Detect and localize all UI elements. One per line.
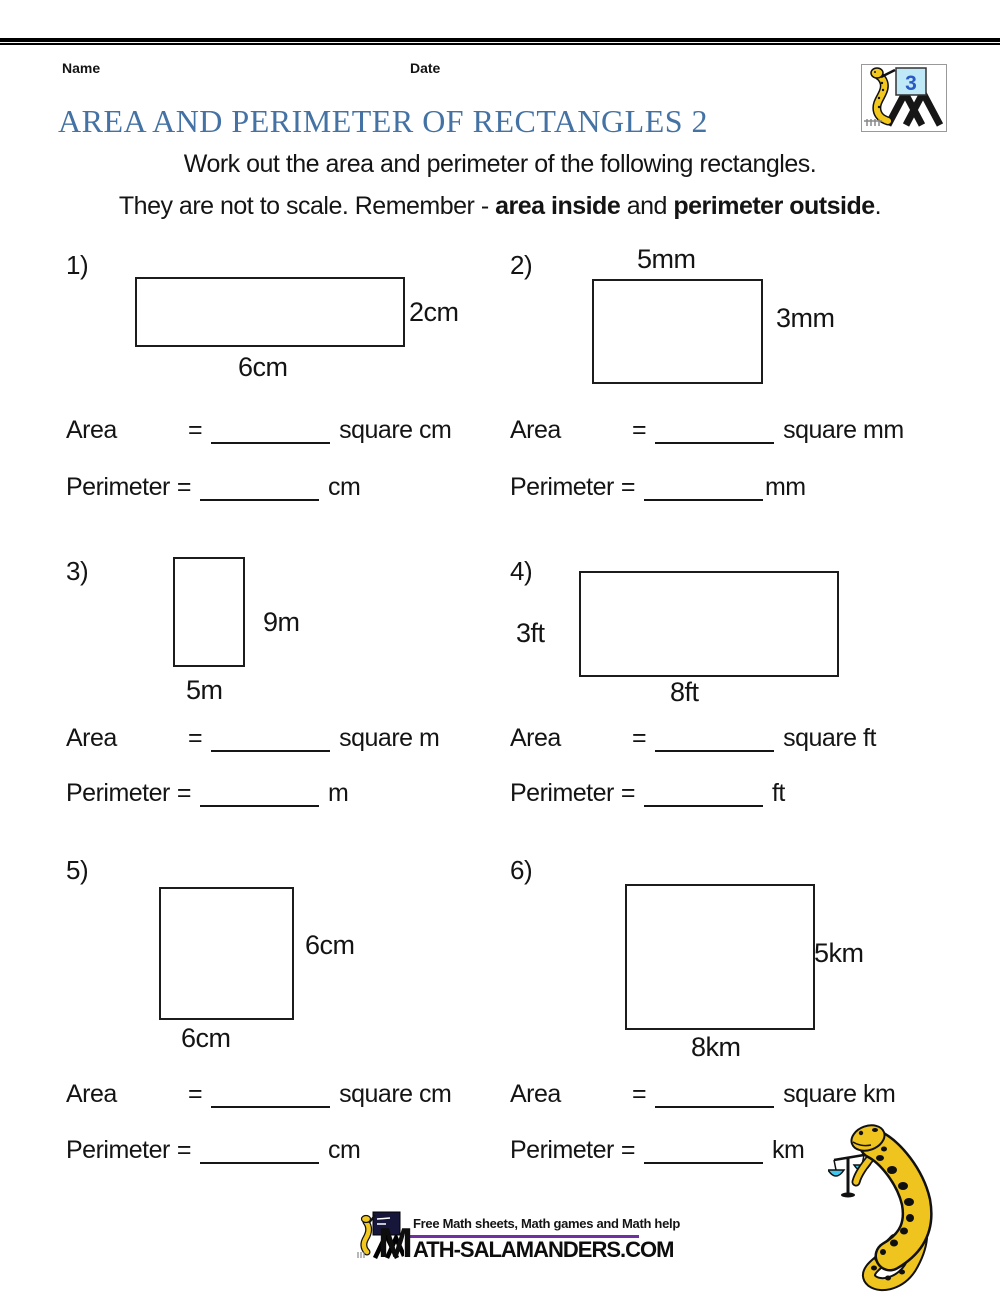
instruction-text: .: [874, 192, 882, 220]
problem-1-width-label: 6cm: [238, 352, 288, 382]
problem-2-area-line: [510, 415, 904, 445]
equals-sign: =: [176, 473, 191, 501]
problem-1-rectangle: [135, 277, 405, 347]
problem-2-width-label: 5mm: [637, 244, 696, 274]
problem-5-height-label: 6cm: [305, 930, 355, 960]
problem-4-area-unit: square ft: [783, 724, 876, 752]
equals-sign: =: [632, 1080, 647, 1108]
problem-6-rectangle: [625, 884, 815, 1030]
problem-2-perimeter-blank: [644, 499, 763, 501]
problem-3-width-label: 5m: [186, 675, 223, 705]
bench-hatch: [864, 119, 882, 126]
problem-2-rectangle: [592, 279, 763, 384]
perimeter-label: Perimeter: [66, 779, 170, 807]
problem-5-perimeter-line: [66, 1135, 360, 1165]
problem-6-perimeter-blank: [644, 1162, 763, 1164]
equals-sign: =: [620, 473, 635, 501]
problem-4-number: 4): [510, 556, 533, 586]
instruction-text: They are not to scale. Remember -: [118, 192, 496, 220]
problem-3-perimeter-unit: m: [327, 779, 349, 807]
instruction-text: and: [620, 192, 674, 220]
problem-3-perimeter-line: [66, 778, 348, 808]
perimeter-label: Perimeter: [510, 473, 614, 501]
grade-3-logo-graphic: [862, 65, 946, 131]
problem-4-area-blank: [655, 750, 774, 752]
footer-site-wordmark: [378, 1219, 674, 1266]
problem-3-number: 3): [66, 556, 89, 586]
problem-6-height-label: 5km: [814, 938, 864, 968]
svg-text:3: 3: [905, 72, 917, 95]
instruction-line-1: Work out the area and perimeter of the following rectangles.: [183, 150, 817, 178]
problem-4-perimeter-line: [510, 778, 785, 808]
problem-2-area-unit: square mm: [783, 416, 904, 444]
problem-6-width-label: 8km: [691, 1032, 741, 1062]
problem-4-height-label: 3ft: [516, 618, 545, 648]
problem-2-area-blank: [655, 442, 774, 444]
perimeter-label: Perimeter: [510, 779, 614, 807]
salamander-body: [848, 1121, 921, 1284]
problem-1-number: 1): [66, 250, 89, 280]
equals-sign: =: [620, 779, 635, 807]
problem-2-perimeter-line: [510, 472, 806, 502]
equals-sign: =: [188, 416, 203, 444]
name-label: Name: [62, 60, 101, 76]
problem-5-area-line: [66, 1079, 451, 1109]
problem-4-perimeter-blank: [644, 805, 763, 807]
problem-3-area-line: [66, 723, 439, 753]
problem-6-area-unit: square km: [783, 1080, 896, 1108]
equals-sign: =: [632, 416, 647, 444]
area-label: Area: [66, 724, 117, 752]
equals-sign: =: [620, 1136, 635, 1164]
problem-1-perimeter-blank: [200, 499, 319, 501]
problem-5-width-label: 6cm: [181, 1023, 231, 1053]
problem-1-perimeter-line: [66, 472, 360, 502]
salamander-with-scales-illustration: [828, 1118, 958, 1292]
instruction-bold-perimeter-outside: perimeter outside: [673, 192, 875, 220]
equals-sign: =: [632, 724, 647, 752]
problem-5-perimeter-blank: [200, 1162, 319, 1164]
equals-sign: =: [188, 1080, 203, 1108]
instruction-line-2: [0, 192, 1000, 221]
problem-5-rectangle: [159, 887, 294, 1020]
problem-1-area-unit: square cm: [339, 416, 452, 444]
problem-3-height-label: 9m: [263, 607, 300, 637]
problem-3-area-blank: [211, 750, 330, 752]
problem-3-rectangle: [173, 557, 245, 667]
top-divider-rule: [0, 38, 1000, 45]
footer-tagline: Free Math sheets, Math games and Math help: [413, 1216, 680, 1231]
area-label: Area: [66, 1080, 117, 1108]
area-label: Area: [66, 416, 117, 444]
problem-1-perimeter-unit: cm: [327, 473, 361, 501]
problem-2-height-label: 3mm: [776, 303, 835, 333]
problem-1-height-label: 2cm: [409, 297, 459, 327]
problem-5-area-blank: [211, 1106, 330, 1108]
date-label: Date: [410, 60, 441, 76]
m-trestle-icon: [888, 93, 940, 125]
equals-sign: =: [176, 1136, 191, 1164]
problem-4-width-label: 8ft: [670, 677, 699, 707]
area-label: Area: [510, 416, 561, 444]
problem-4-rectangle: [579, 571, 839, 677]
perimeter-label: Perimeter: [66, 473, 170, 501]
problem-1-area-blank: [211, 442, 330, 444]
mini-salamander-icon: [358, 1215, 375, 1258]
problem-6-area-line: [510, 1079, 895, 1109]
problem-5-perimeter-unit: cm: [327, 1136, 361, 1164]
problem-6-area-blank: [655, 1106, 774, 1108]
problem-4-perimeter-unit: ft: [771, 779, 785, 807]
salamander-icon: [864, 68, 895, 126]
problem-4-area-line: [510, 723, 876, 753]
problem-1-area-line: [66, 415, 451, 445]
problem-2-perimeter-unit: mm: [764, 473, 806, 501]
problem-6-perimeter-line: [510, 1135, 804, 1165]
grade-board-icon: [896, 68, 926, 95]
problem-6-number: 6): [510, 855, 533, 885]
grade-3-logo: [861, 64, 947, 132]
problem-3-area-unit: square m: [339, 724, 440, 752]
page-title: AREA AND PERIMETER OF RECTANGLES 2: [58, 103, 709, 139]
area-label: Area: [510, 724, 561, 752]
perimeter-label: Perimeter: [510, 1136, 614, 1164]
instruction-bold-area-inside: area inside: [495, 192, 621, 220]
perimeter-label: Perimeter: [66, 1136, 170, 1164]
problem-5-area-unit: square cm: [339, 1080, 452, 1108]
problem-2-number: 2): [510, 250, 533, 280]
equals-sign: =: [176, 779, 191, 807]
problem-3-perimeter-blank: [200, 805, 319, 807]
problem-5-number: 5): [66, 855, 89, 885]
equals-sign: =: [188, 724, 203, 752]
area-label: Area: [510, 1080, 561, 1108]
wordmark-initial: M: [378, 1219, 413, 1266]
wordmark-rest: ATH-SALAMANDERS.COM: [413, 1237, 674, 1262]
problem-6-perimeter-unit: km: [771, 1136, 805, 1164]
